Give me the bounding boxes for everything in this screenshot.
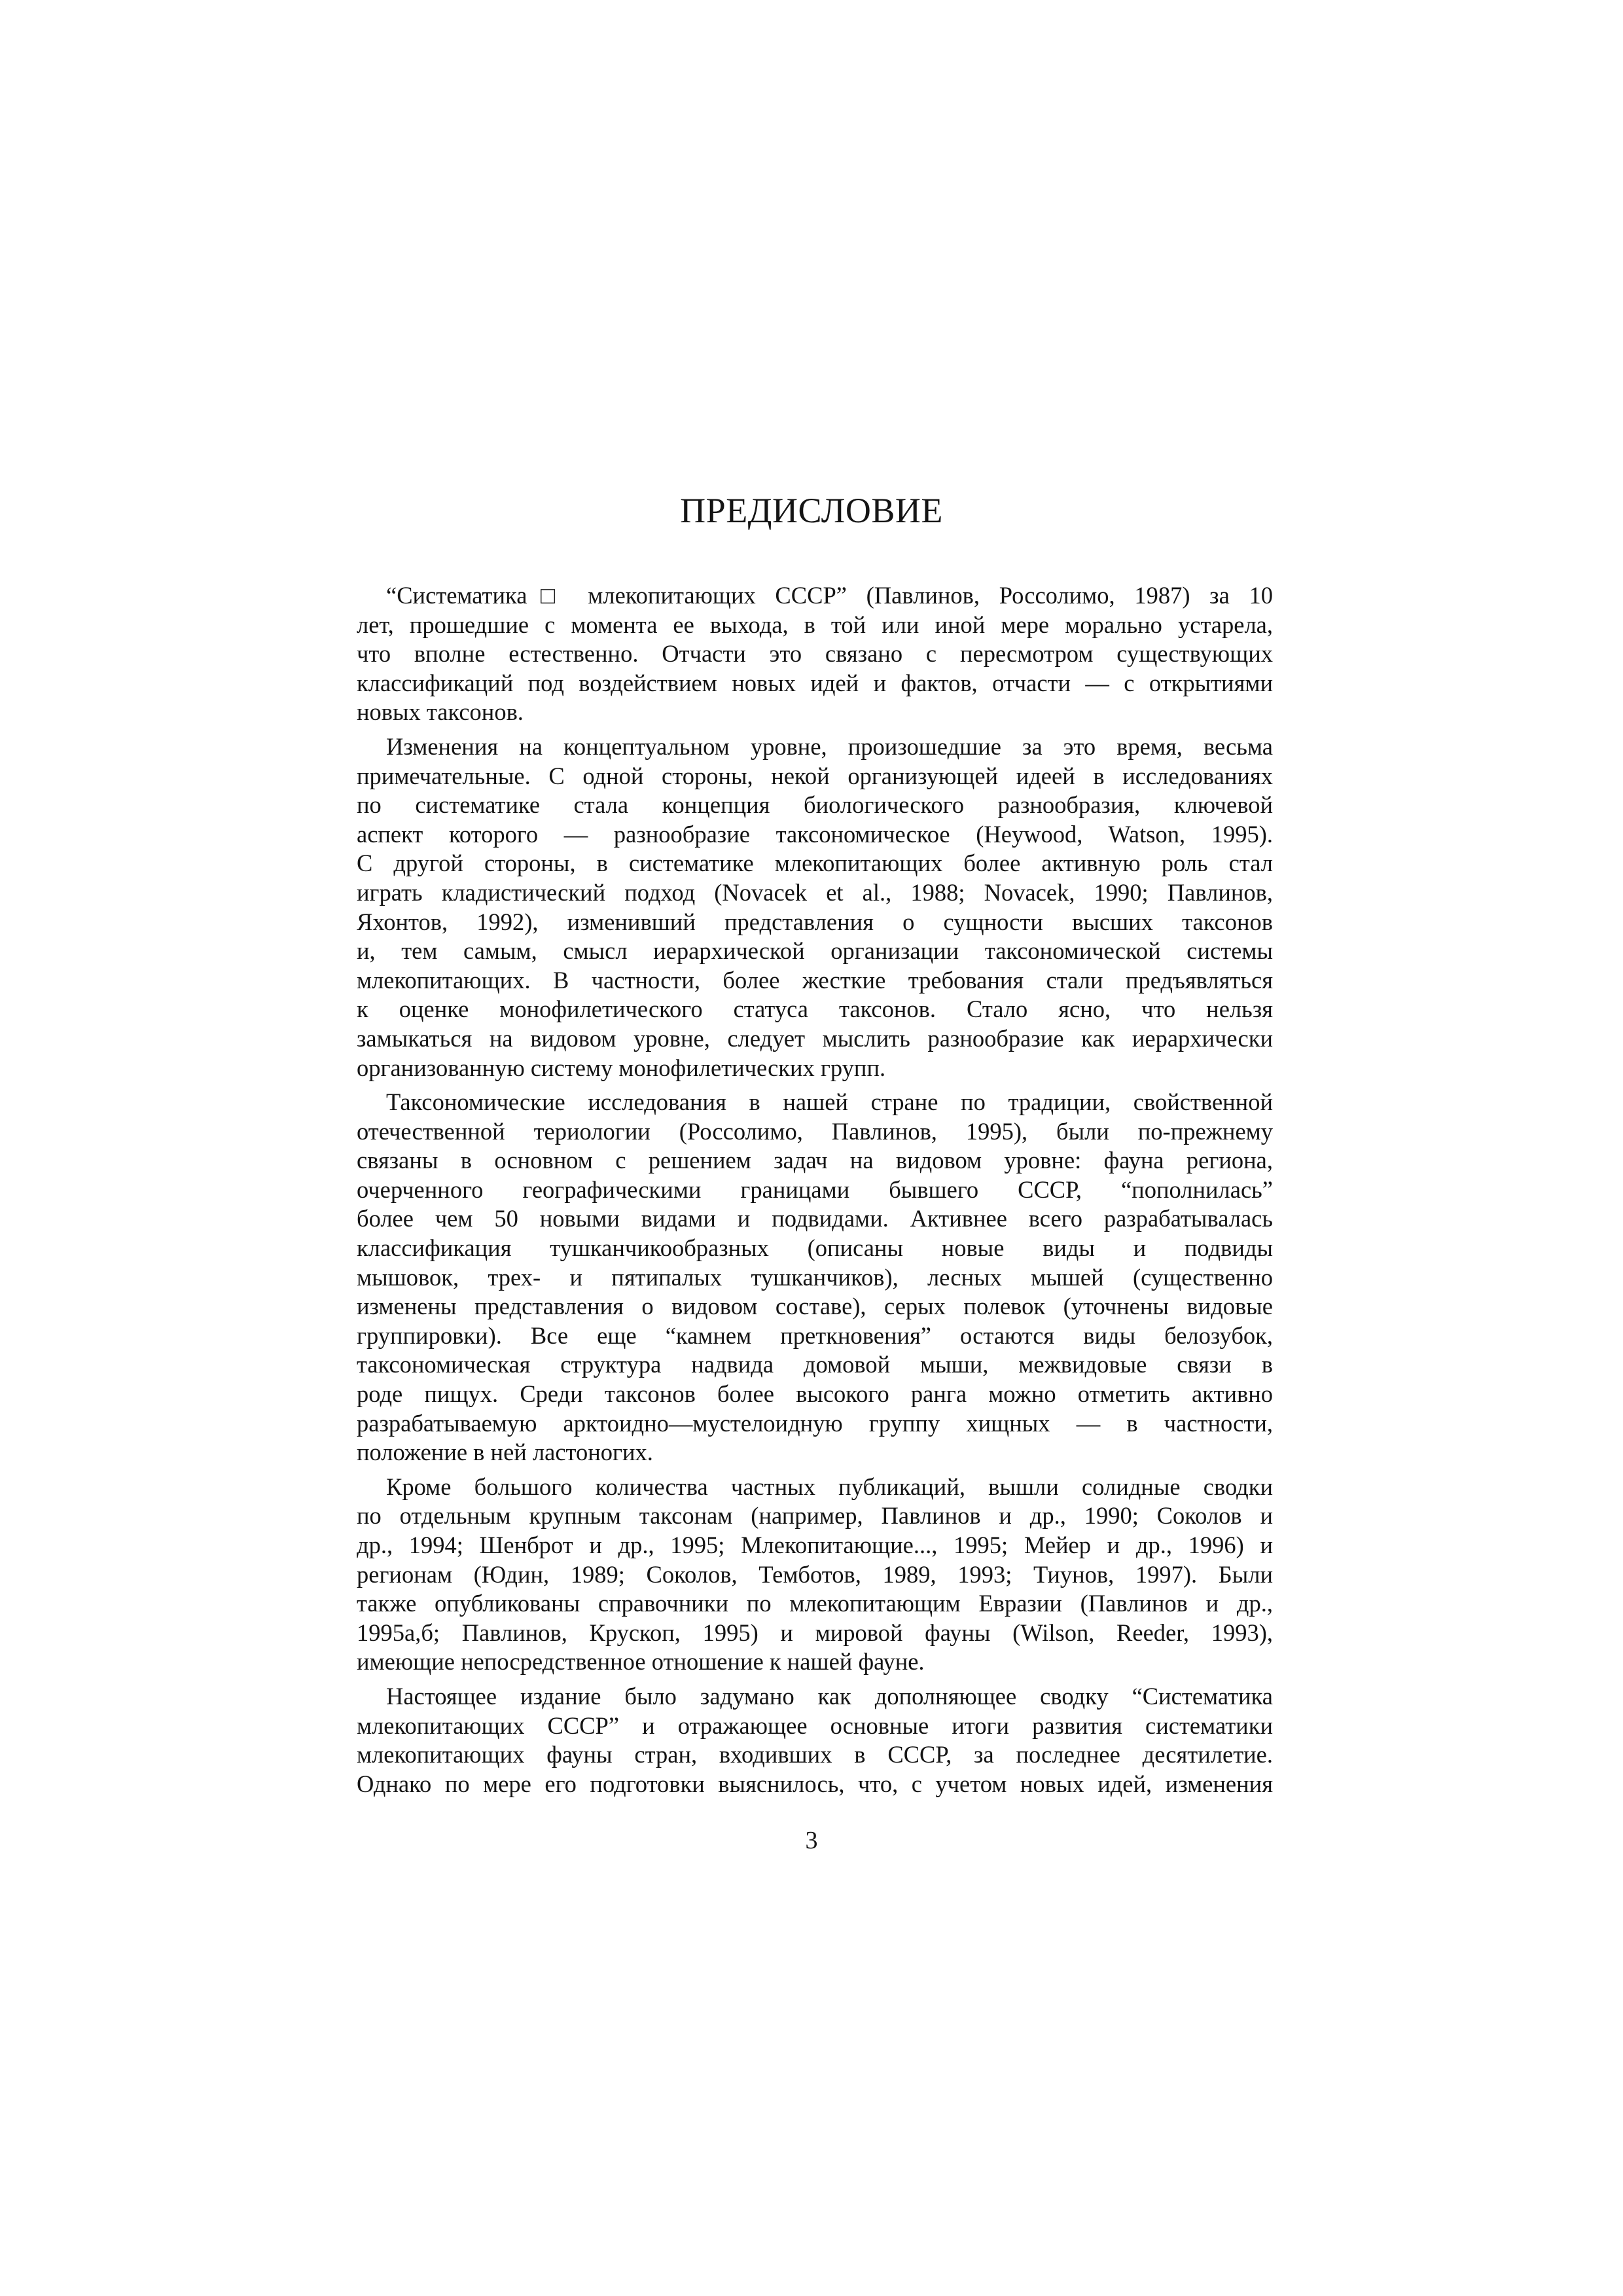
text-line: классификаций под воздействием новых идей и фактов, отчасти — с открытиями <box>357 669 1273 696</box>
text-line: млекопитающих СССР” и отражающее основные итоги развития систематики <box>357 1712 1273 1739</box>
text-line: что вполне естественно. Отчасти это связано с пересмотром существующих <box>357 640 1273 668</box>
text-line: положение в ней ластоногих. <box>357 1439 653 1466</box>
text-line: Таксономические исследования в нашей стране по традиции, свойственной <box>386 1088 1273 1116</box>
text-line: организованную систему монофилетических групп. <box>357 1054 886 1081</box>
paragraph-4 <box>357 1473 1273 1677</box>
page-number: 3 <box>805 1827 818 1854</box>
text-line: новых таксонов. <box>357 698 524 726</box>
text-line: аспект которого — разнообразие таксономическое (Heywood, Watson, 1995). <box>357 820 1273 848</box>
text-line: имеющие непосредственное отношение к нашей фауне. <box>357 1648 925 1676</box>
text-line: по систематике стала концепция биологического разнообразия, ключевой <box>357 791 1273 819</box>
text-line: мышовок, трех- и пятипалых тушканчиков), лесных мышей (существенно <box>357 1263 1273 1291</box>
text-line: Изменения на концептуальном уровне, произошедшие за это время, весьма <box>386 732 1273 760</box>
text-line: Настоящее издание было задумано как дополняющее сводку “Систематика <box>386 1682 1273 1710</box>
text-line: изменены представления о видовом составе), серых полевок (уточнены видовые <box>357 1293 1273 1320</box>
text-line: разрабатываемую арктоидно—мустелоидную группу хищных — в частности, <box>357 1409 1273 1437</box>
text-line: классификация тушканчикообразных (описаны новые виды и подвиды <box>357 1234 1273 1262</box>
paragraph-3 <box>357 1088 1273 1467</box>
text-line: также опубликованы справочники по млекопитающим Евразии (Павлинов и др., <box>357 1590 1273 1617</box>
body-text <box>357 581 1273 1804</box>
text-line: более чем 50 новыми видами и подвидами. Активнее всего разрабатывалась <box>357 1205 1273 1232</box>
paragraph-1 <box>357 581 1273 727</box>
text-line: млекопитающих фауны стран, входивших в СССР, за последнее десятилетие. <box>357 1741 1273 1768</box>
text-line: группировки). Все еще “камнем преткновения” остаются виды белозубок, <box>357 1321 1273 1349</box>
text-line: Яхонтов, 1992), изменивший представления о сущности высших таксонов <box>357 908 1273 935</box>
text-line: и, тем самым, смысл иерархической организации таксономической системы <box>357 937 1273 965</box>
text-line: по отдельным крупным таксонам (например, Павлинов и др., 1990; Соколов и <box>357 1502 1273 1530</box>
text-line: Однако по мере его подготовки выяснилось, что, с учетом новых идей, изменения <box>357 1770 1273 1797</box>
text-line: замыкаться на видовом уровне, следует мыслить разнообразие как иерархически <box>357 1024 1273 1052</box>
paragraph-2 <box>357 732 1273 1083</box>
text-line: примечательные. С одной стороны, некой организующей идеей в исследованиях <box>357 762 1273 789</box>
text-line: Кроме большого количества частных публикаций, вышли солидные сводки <box>386 1473 1273 1500</box>
text-line: таксономическая структура надвида домовой мыши, межвидовые связи в <box>357 1351 1273 1378</box>
text-line: 1995а,б; Павлинов, Крускоп, 1995) и мировой фауны (Wilson, Reeder, 1993), <box>357 1619 1273 1646</box>
text-line: др., 1994; Шенброт и др., 1995; Млекопитающие..., 1995; Мейер и др., 1996) и <box>357 1532 1273 1558</box>
text-line: к оценке монофилетического статуса таксонов. Стало ясно, что нельзя <box>357 996 1273 1023</box>
text-line: лет, прошедшие с момента ее выхода, в той или иной мере морально устарела, <box>357 611 1273 638</box>
text-line: очерченного географическими границами бывшего СССР, “пополнилась” <box>357 1175 1273 1203</box>
text-line: отечественной териологии (Россолимо, Павлинов, 1995), были по-прежнему <box>357 1117 1273 1145</box>
text-line: млекопитающих. В частности, более жесткие требования стали предъявляться <box>357 966 1273 994</box>
text-line: связаны в основном с решением задач на видовом уровне: фауна региона, <box>357 1147 1273 1174</box>
text-line: С другой стороны, в систематике млекопитающих более активную роль стал <box>357 850 1273 877</box>
text-line: “Систематика□ млекопитающих СССР” (Павлинов, Россолимо, 1987) за 10 <box>386 582 1273 609</box>
page-title: ПРЕДИСЛОВИЕ <box>680 491 943 530</box>
paragraph-5 <box>357 1682 1273 1799</box>
text-line: регионам (Юдин, 1989; Соколов, Темботов, 1989, 1993; Тиунов, 1997). Были <box>357 1560 1273 1588</box>
text-line: роде пищух. Среди таксонов более высокого ранга можно отметить активно <box>357 1380 1273 1408</box>
text-line: играть кладистический подход (Novacek et al., 1988; Novacek, 1990; Павлинов, <box>357 878 1273 906</box>
